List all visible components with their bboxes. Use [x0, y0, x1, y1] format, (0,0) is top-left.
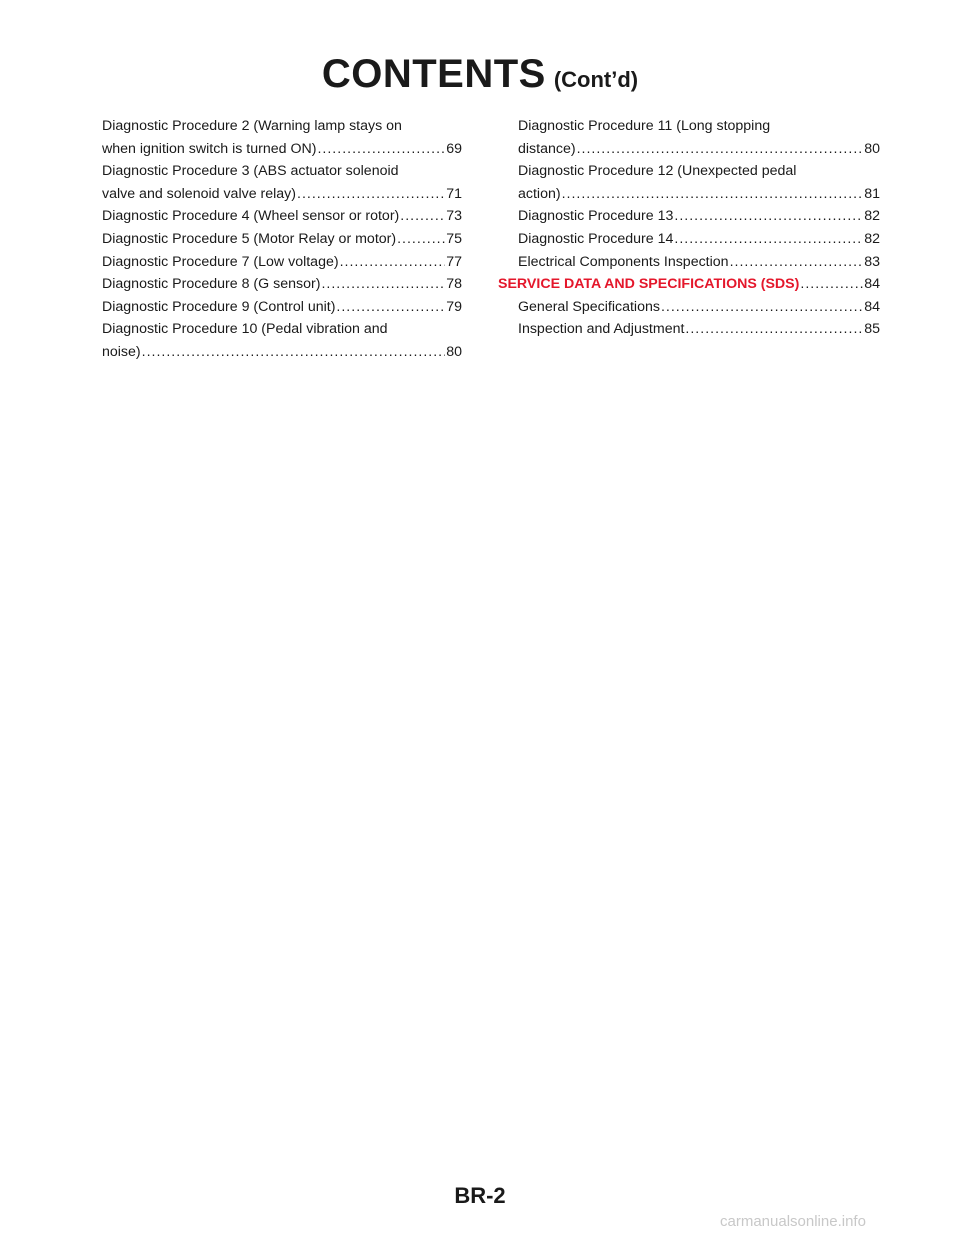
dot-leader	[397, 228, 445, 251]
toc-entry-text: Diagnostic Procedure 3 (ABS actuator solenoid	[102, 163, 399, 180]
toc-page-number: 73	[446, 208, 462, 225]
toc-entry-text: Diagnostic Procedure 11 (Long stopping	[518, 118, 771, 134]
toc-line	[518, 205, 880, 228]
dot-leader	[674, 228, 863, 251]
toc-line	[518, 138, 880, 161]
toc-entry[interactable]	[102, 251, 462, 274]
dot-leader	[340, 251, 446, 274]
toc-entry[interactable]	[498, 318, 880, 341]
dot-leader	[317, 138, 445, 161]
toc-line	[518, 296, 880, 319]
toc-page-number: 83	[864, 253, 880, 270]
toc-line	[102, 160, 462, 183]
toc-line	[102, 318, 462, 341]
toc-page-number: 77	[446, 253, 462, 270]
toc-left-column	[102, 115, 462, 364]
toc-line	[102, 138, 462, 161]
dot-leader	[297, 183, 445, 206]
toc-page-number: 80	[864, 140, 880, 157]
toc-page-number: 79	[446, 298, 462, 315]
toc-line	[102, 205, 462, 228]
toc-entry-text: Diagnostic Procedure 5 (Motor Relay or motor)	[102, 230, 397, 247]
page-footer-id: BR-2	[454, 1183, 506, 1208]
dot-leader	[685, 318, 863, 341]
toc-entry[interactable]	[102, 205, 462, 228]
toc-entry[interactable]	[102, 273, 462, 296]
toc-line	[102, 115, 462, 138]
toc-entry[interactable]	[498, 228, 880, 251]
toc-line	[102, 228, 462, 251]
toc-line	[518, 228, 880, 251]
toc-line	[518, 115, 880, 138]
toc-entry[interactable]	[102, 296, 462, 319]
toc-entry-text: Diagnostic Procedure 12 (Unexpected pedal	[518, 163, 797, 180]
toc-entry-text: when ignition switch is turned ON)	[102, 140, 317, 157]
toc-entry-text: Diagnostic Procedure 7 (Low voltage)	[102, 253, 339, 270]
toc-line	[498, 273, 880, 296]
toc-entry-text: action)	[518, 185, 561, 202]
toc-right-column	[498, 115, 880, 341]
toc-page-number: 82	[864, 230, 880, 247]
toc-line	[102, 296, 462, 319]
toc-entry-text: Inspection and Adjustment	[518, 321, 685, 338]
toc-line	[518, 318, 880, 341]
toc-line	[102, 341, 462, 364]
page-subtitle: (Cont’d)	[553, 67, 639, 92]
dot-leader	[562, 183, 864, 206]
toc-page-number: 81	[864, 185, 880, 202]
toc-line	[102, 273, 462, 296]
toc-page-number: 85	[864, 321, 880, 338]
toc-entry[interactable]	[498, 160, 880, 205]
toc-line	[102, 183, 462, 206]
toc-entry[interactable]	[498, 251, 880, 274]
dot-leader	[142, 341, 446, 364]
dot-leader	[661, 296, 863, 319]
dot-leader	[730, 251, 864, 274]
dot-leader	[400, 205, 445, 228]
toc-entry-text: Diagnostic Procedure 10 (Pedal vibration and	[102, 321, 388, 338]
toc-entry-text: Diagnostic Procedure 4 (Wheel sensor or rotor)	[102, 208, 400, 225]
toc-entry-text: Diagnostic Procedure 14	[518, 230, 674, 247]
toc-page-number: 78	[446, 276, 462, 293]
toc-entry-text: noise)	[102, 343, 141, 360]
toc-entry-text: Diagnostic Procedure 9 (Control unit)	[102, 298, 336, 315]
toc-entry-text: Diagnostic Procedure 8 (G sensor)	[102, 276, 321, 293]
toc-page-number: 82	[864, 208, 880, 225]
dot-leader	[800, 273, 863, 296]
toc-section-text: SERVICE DATA AND SPECIFICATIONS (SDS)	[498, 276, 800, 293]
toc-entry-text: Electrical Components Inspection	[518, 253, 729, 270]
toc-line	[102, 251, 462, 274]
toc-entry[interactable]	[102, 318, 462, 363]
toc-entry-text: General Specifications	[518, 298, 660, 315]
toc-page-number: 80	[446, 343, 462, 360]
toc-line	[518, 183, 880, 206]
dot-leader	[577, 138, 864, 161]
toc-page-number: 75	[446, 230, 462, 247]
toc-entry[interactable]	[102, 160, 462, 205]
toc-page-number: 69	[446, 140, 462, 157]
dot-leader	[321, 273, 445, 296]
toc-page-number: 84	[864, 276, 880, 293]
page-title: CONTENTS	[321, 52, 546, 96]
toc-entry-text: Diagnostic Procedure 2 (Warning lamp stays on	[102, 118, 402, 134]
toc-page-number: 71	[446, 185, 462, 202]
toc-entry-text: distance)	[518, 140, 576, 157]
toc-entry[interactable]	[102, 115, 462, 160]
toc-section-heading[interactable]	[498, 273, 880, 296]
toc-entry[interactable]	[102, 228, 462, 251]
toc-entry[interactable]	[498, 205, 880, 228]
toc-entry[interactable]	[498, 296, 880, 319]
toc-line	[518, 160, 880, 183]
toc-line	[518, 251, 880, 274]
toc-entry[interactable]	[498, 115, 880, 160]
toc-entry-text: valve and solenoid valve relay)	[102, 185, 297, 202]
dot-leader	[674, 205, 863, 228]
watermark: carmanualsonline.info	[720, 1213, 866, 1230]
dot-leader	[336, 296, 445, 319]
toc-page-number: 84	[864, 298, 880, 315]
page-header	[0, 52, 960, 97]
toc-entry-text: Diagnostic Procedure 13	[518, 208, 674, 225]
